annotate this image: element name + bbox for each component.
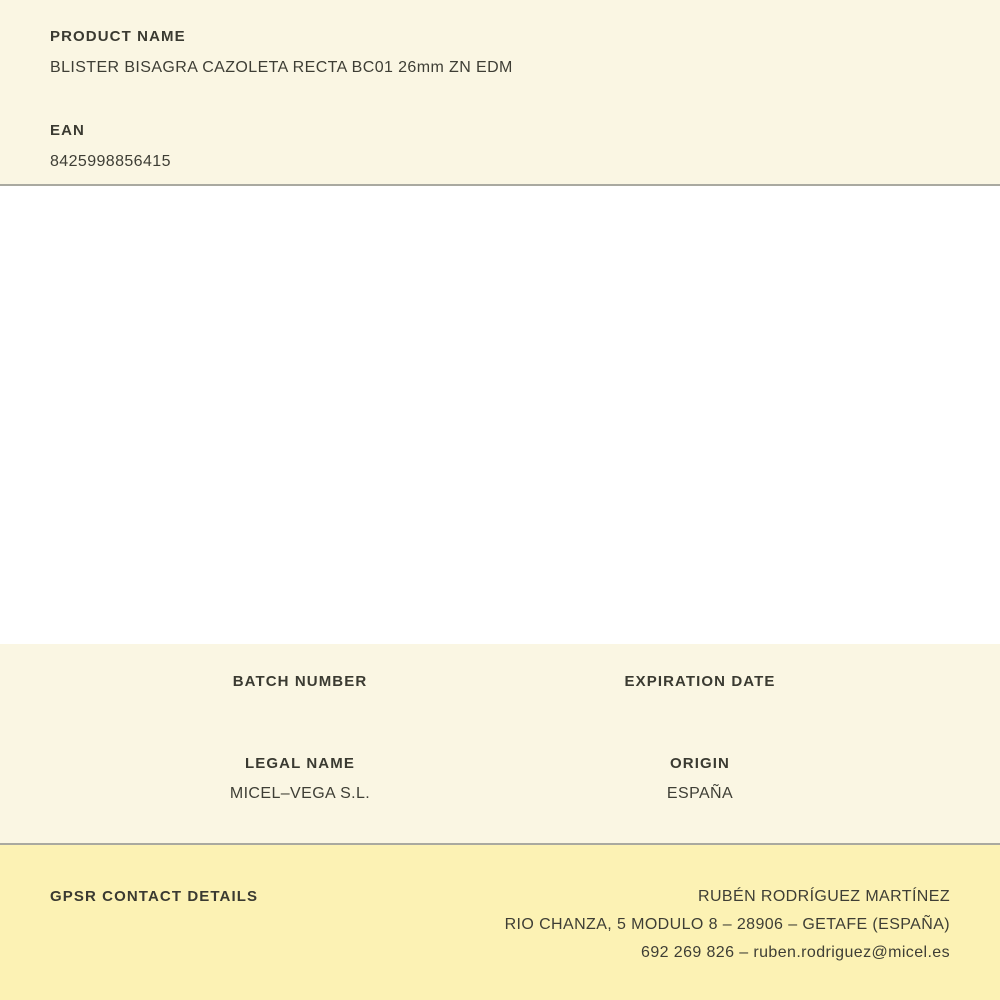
origin-cell — [500, 754, 900, 803]
product-header-section — [0, 0, 1000, 186]
ean-label: EAN — [50, 122, 85, 139]
ean-block — [50, 121, 950, 171]
legal-name-value: MICEL–VEGA S.L. — [229, 785, 371, 802]
details-row-legal-origin — [100, 754, 900, 803]
expiration-date-label: EXPIRATION DATE — [624, 673, 776, 690]
gpsr-contact-section — [0, 845, 1000, 1000]
details-row-batch-expiration — [100, 672, 900, 702]
gpsr-heading: GPSR CONTACT DETAILS — [50, 888, 259, 905]
contact-name: RUBÉN RODRÍGUEZ MARTÍNEZ — [698, 888, 950, 905]
legal-name-cell — [100, 754, 500, 803]
batch-number-cell — [100, 672, 500, 702]
expiration-date-cell — [500, 672, 900, 702]
product-name-label: PRODUCT NAME — [50, 28, 186, 45]
origin-value: ESPAÑA — [666, 785, 734, 802]
gpsr-contact-block — [505, 883, 950, 967]
ean-value: 8425998856415 — [50, 153, 171, 170]
origin-label: ORIGIN — [670, 755, 730, 772]
contact-address: RIO CHANZA, 5 MODULO 8 – 28906 – GETAFE (ESPAÑA) — [504, 916, 950, 933]
contact-phone-email: 692 269 826 – ruben.rodriguez@micel.es — [641, 944, 950, 961]
details-section — [0, 644, 1000, 845]
product-image-placeholder — [0, 186, 1000, 644]
batch-number-label: BATCH NUMBER — [232, 673, 368, 690]
legal-name-label: LEGAL NAME — [245, 755, 355, 772]
product-name-block — [50, 27, 950, 77]
product-name-value: BLISTER BISAGRA CAZOLETA RECTA BC01 26mm ZN EDM — [50, 59, 513, 76]
